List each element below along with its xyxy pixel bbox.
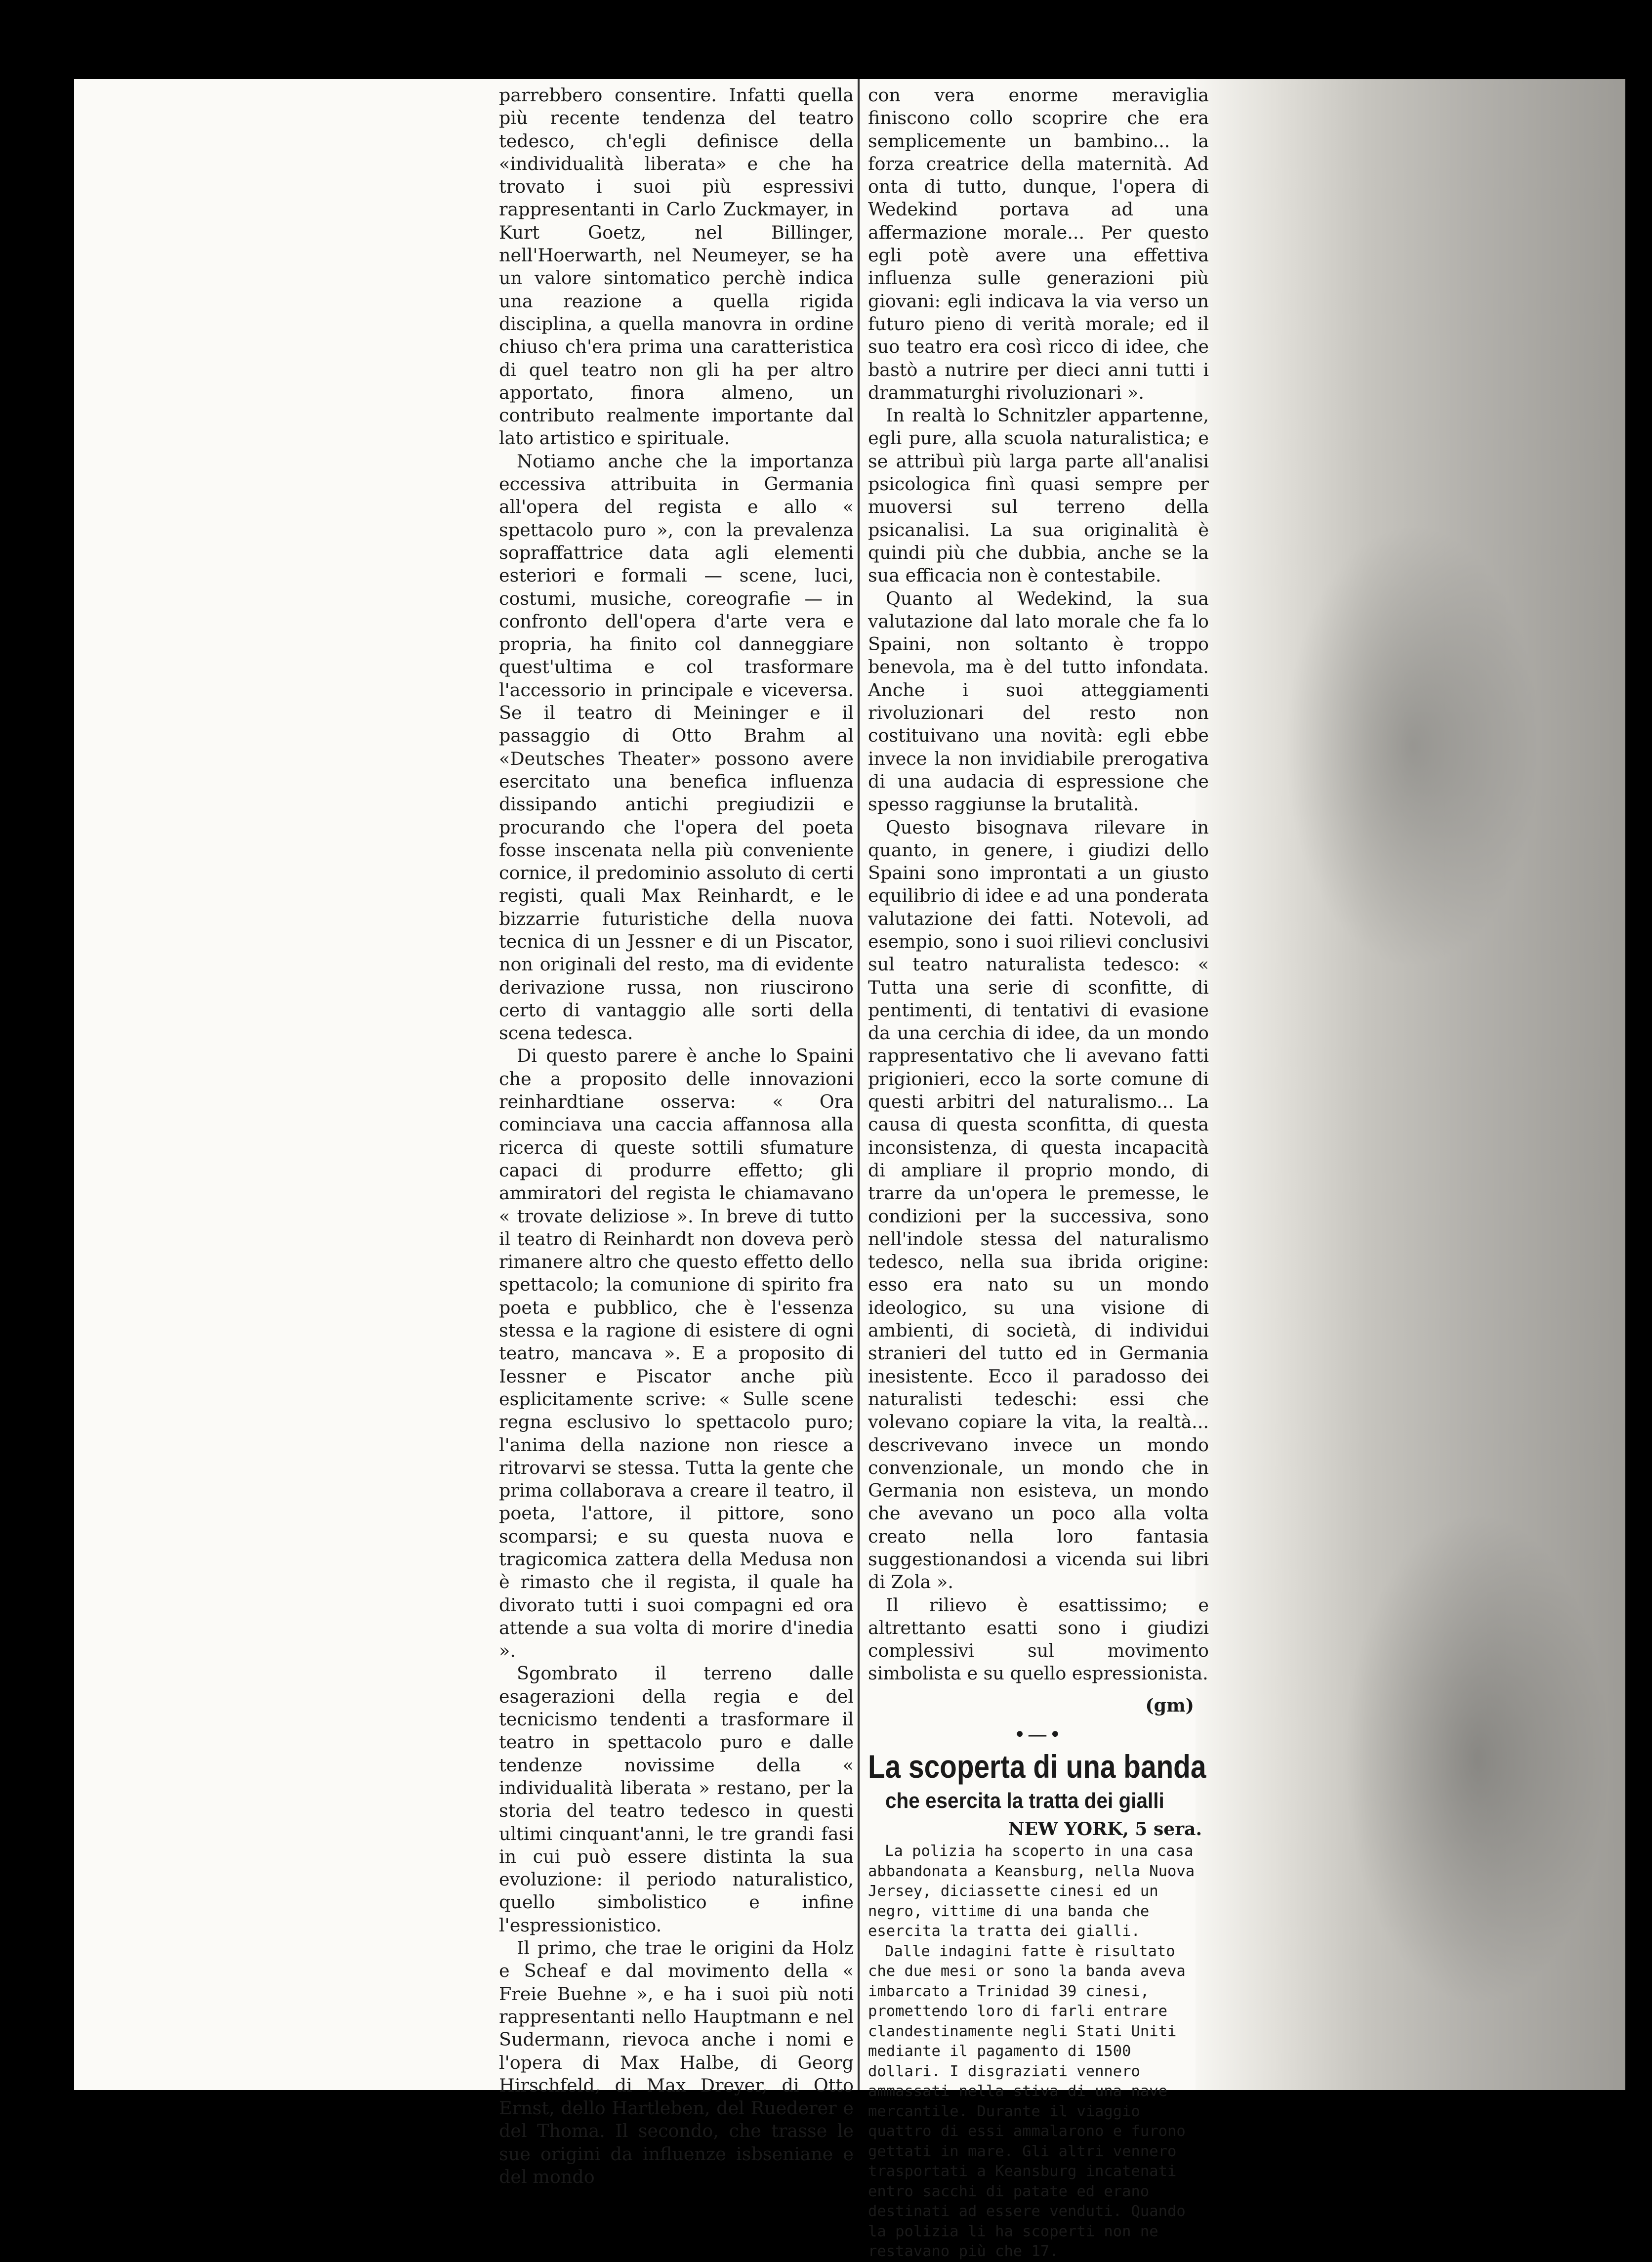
news-body <box>868 1842 1209 2262</box>
author-signature: (gm) <box>1145 1694 1194 1716</box>
news-subheadline: che esercita la tratta dei gialli <box>885 1789 1164 1813</box>
article-paragraph: Il rilievo è esattissimo; e altrettanto esatti sono i giudizi complessivi sul movimento simbolista e su quello espressionista. <box>868 1594 1209 1684</box>
article-column-left <box>499 84 854 2188</box>
news-paragraph: Dalle indagini fatte è risultato che due mesi or sono la banda aveva imbarcato a Trinidad 39 cinesi, promettendo loro di farli entrare clandestinamente negli Stati Uniti mediante il pagamento di 1500 dollari. I disgraziati vennero ammassati nella stiva di una nave mercantile. Durante il viaggio quattro di essi ammalarono e furono gettati in mare. Gli altri vennero trasportati a Keansburg incatenati entro sacchi di patate ed erano destinati ad essere venduti. Quando la polizia li ha scoperti non ne restavano più che 17. <box>868 1942 1186 2261</box>
article-paragraph: Di questo parere è anche lo Spaini che a proposito delle innovazioni reinhardtiane osserva: « Ora cominciava una caccia affannosa alla ricerca di queste sottili sfumature capaci di produrre effetto; gli ammiratori del regista le chiamavano « trovate deliziose ». In breve di tutto il teatro di Reinhardt non doveva però rimanere altro che questo effetto dello spettacolo; la comunione di spirito fra poeta e pubblico, che è l'essenza stessa e la ragione di esistere di ogni teatro, mancava ». E a proposito di Iessner e Piscator anche più esplicitamente scrive: « Sulle scene regna esclusivo lo spettacolo puro; l'anima della nazione non riesce a ritrovarvi se stessa. Tutta la gente che prima collaborava a creare il teatro, il poeta, l'attore, il pittore, sono scomparsi; e su questa nuova e tragicomica zattera della Medusa non è rimasto che il regista, il quale ha divorato tutti i suoi compagni ed ora attende a sua volta di morire d'inedia ». <box>499 1045 854 1662</box>
separator-ornament: •—• <box>1014 1723 1063 1747</box>
article-paragraph: In realtà lo Schnitzler appartenne, egli pure, alla scuola naturalistica; e se attribuì più larga parte all'analisi psicologica finì quasi sempre per muoversi sul terreno della psicanalisi. La sua originalità è quindi più che dubbia, anche se la sua efficacia non è contestabile. <box>868 405 1209 586</box>
article-paragraph: Quanto al Wedekind, la sua valutazione dal lato morale che fa lo Spaini, non soltanto è troppo benevola, ma è del tutto infondata. Anche i suoi atteggiamenti rivoluzionari del resto non costituivano una novità: egli ebbe invece la non invidiabile prerogativa di una audacia di espressione che spesso raggiunse la brutalità. <box>868 587 1209 815</box>
article-paragraph: parrebbero consentire. Infatti quella più recente tendenza del teatro tedesco, ch'egli definisce della «individualità liberata» e che ha trovato i suoi più espressivi rappresentanti in Carlo Zuckmayer, in Kurt Goetz, nel Billinger, nell'Hoerwarth, nel Neumeyer, se ha un valore sintomatico perchè indica una reazione a quella rigida disciplina, a quella manovra in ordine chiuso ch'era prima una caratteristica di quel teatro non gli ha per altro apportato, finora almeno, un contributo realmente importante dal lato artistico e spirituale. <box>499 84 854 449</box>
news-headline: La scoperta di una banda <box>868 1748 1206 1785</box>
article-paragraph: Notiamo anche che la importanza eccessiva attribuita in Germania all'opera del regista e allo « spettacolo puro », con la prevalenza sopraffattrice data agli elementi esteriori e formali — scene, luci, costumi, musiche, coreografie — in confronto dell'opera d'arte vera e propria, ha finito col danneggiare quest'ultima e col trasformare l'accessorio in principale e viceversa. Se il teatro di Meininger e il passaggio di Otto Brahm al «Deutsches Theater» possono avere esercitato una benefica influenza dissipando antichi pregiudizii e procurando che l'opera del poeta fosse inscenata nella più conveniente cornice, il predominio assoluto di certi registi, quali Max Reinhardt, e le bizzarrie futuristiche della nuova tecnica di un Jessner e di un Piscator, non originali del resto, ma di evidente derivazione russa, non riuscirono certo di vantaggio alle sorti della scena tedesca. <box>499 450 854 1044</box>
scan-edge <box>1625 79 1652 2090</box>
news-paragraph: La polizia ha scoperto in una casa abbandonata a Keansburg, nella Nuova Jersey, diciassette cinesi ed un negro, vittime di una banda che esercita la tratta dei gialli. <box>868 1843 1195 1940</box>
paper-stain <box>1284 524 1541 968</box>
article-paragraph: Questo bisognava rilevare in quanto, in genere, i giudizi dello Spaini sono improntati a un giusto equilibrio di idee e ad una ponderata valutazione dei fatti. Notevoli, ad esempio, sono i suoi rilievi conclusivi sul teatro naturalista tedesco: « Tutta una serie di sconfitte, di pentimenti, di tentativi di evasione da una cerchia di idee, da un mondo rappresentativo che li avevano fatti prigionieri, ecco la sorte comune di questi arbitri del naturalismo... La causa di questa sconfitta, di questa inconsistenza, di questa incapacità di ampliare il proprio mondo, di trarre da un'opera le premesse, le condizioni per la successiva, sono nell'indole stessa del naturalismo tedesco, nella sua ibrida origine: esso era nato su un mondo ideologico, su una visione di ambienti, di società, di individui stranieri del tutto ed in Germania inesistente. Ecco il paradosso dei naturalisti tedeschi: essi che volevano copiare la vita, la realtà... descrivevano invece un mondo convenzionale, un mondo che in Germania non esisteva, un mondo che avevano un poco alla volta creato nella loro fantasia suggestionandosi a vicenda sui libri di Zola ». <box>868 816 1209 1593</box>
paper-stain <box>1344 1512 1611 2006</box>
news-dateline: NEW YORK, 5 sera. <box>1008 1819 1202 1840</box>
blank-right-margin <box>1196 79 1625 2090</box>
article-paragraph: Il primo, che trae le origini da Holz e Scheaf e dal movimento della « Freie Buehne », e ha i suoi più noti rappresentanti nello Hauptmann e nel Sudermann, rievoca anche i nomi e l'opera di Max Halbe, di Georg Hirschfeld, di Max Dreyer, di Otto Ernst, dello Hartleben, del Ruederer e del Thoma. Il secondo, che trasse le sue origini da influenze isbseniane e del mondo <box>499 1937 854 2188</box>
article-column-right <box>868 84 1209 2262</box>
article-paragraph: con vera enorme meraviglia finiscono collo scoprire che era semplicemente un bambino... la forza creatrice della maternità. Ad onta di tutto, dunque, l'opera di Wedekind portava ad una affermazione morale... Per questo egli potè avere una effettiva influenza sulle generazioni più giovani: egli indicava la via verso un futuro pieno di verità morale; ed il suo teatro era così ricco di idee, che bastò a nutrire per dieci anni tutti i drammaturghi rivoluzionari ». <box>868 84 1209 403</box>
article-paragraph: Sgombrato il terreno dalle esagerazioni della regia e del tecnicismo tendenti a trasformare il teatro in spettacolo puro e dalle tendenze novissime della « individualità liberata » restano, per la storia del teatro tedesco in questi ultimi cinquant'anni, le tre grandi fasi in cui può essere distinta la sua evoluzione: il periodo naturalistico, quello simbolistico e infine l'espressionistico. <box>499 1663 854 1936</box>
column-rule <box>858 79 860 2090</box>
